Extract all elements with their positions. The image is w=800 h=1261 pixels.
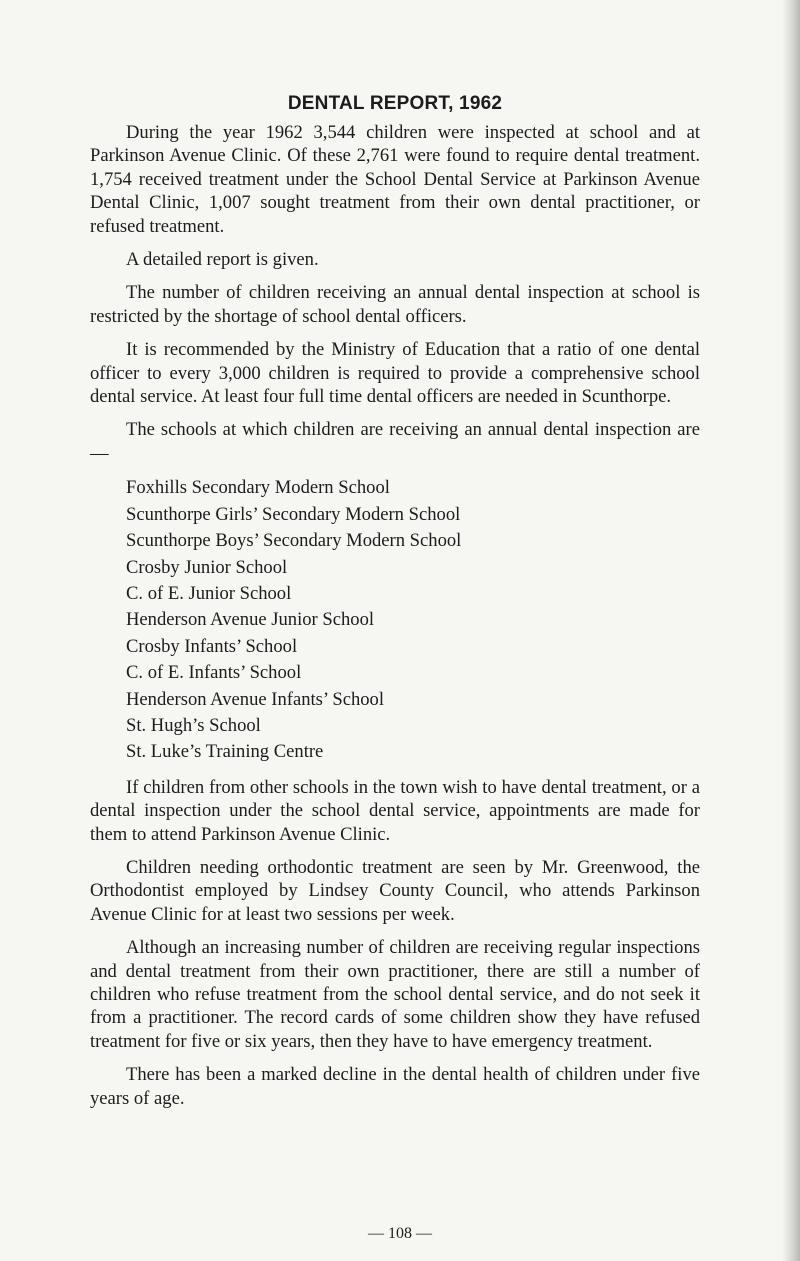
page-title: DENTAL REPORT, 1962 — [287, 93, 503, 114]
list-item: Henderson Avenue Junior School — [126, 609, 375, 631]
paragraph-schools-intro: The schools at which children are receiving an annual dental inspection are— — [90, 419, 700, 464]
list-item: St. Luke’s Training Centre — [126, 741, 324, 763]
list-item: Scunthorpe Girls’ Secondary Modern School — [126, 503, 461, 525]
report-body — [90, 90, 700, 1120]
paragraph-orthodontic: Children needing orthodontic treatment are seen by Mr. Greenwood, the Orthodontist employed by Lindsey County Council, who attends Parkinson Avenue Clinic for at least two sessions per week. — [90, 856, 700, 925]
list-item: Foxhills Secondary Modern School — [126, 477, 390, 499]
list-item: Henderson Avenue Infants’ School — [126, 688, 385, 710]
paragraph-detailed-report: A detailed report is given. — [126, 249, 319, 271]
school-list — [126, 475, 700, 765]
list-item: C. of E. Junior School — [126, 582, 292, 604]
list-item: C. of E. Infants’ School — [126, 662, 302, 684]
paragraph-other-schools: If children from other schools in the town wish to have dental treatment, or a dental inspection under the school dental service, appointments are made for them to attend Parkinson Avenue Clinic. — [90, 776, 700, 845]
list-item: Scunthorpe Boys’ Secondary Modern School — [126, 530, 462, 552]
paragraph-inspection-summary: During the year 1962 3,544 children were inspected at school and at Parkinson Avenue Clinic. Of these 2,761 were found to require dental treatment. 1,754 received treatment under the School Dental Service at Parkinson Avenue Dental Clinic, 1,007 sought treatment from their own dental practitioner, or refused treatment. — [90, 122, 700, 237]
list-item: Crosby Junior School — [126, 556, 288, 578]
page-number: — 108 — — [368, 1225, 432, 1242]
page-edge-shadow — [782, 0, 800, 1261]
paragraph-officer-shortage: The number of children receiving an annual dental inspection at school is restricted by the shortage of school dental officers. — [90, 282, 700, 327]
list-item: Crosby Infants’ School — [126, 635, 298, 657]
list-item: St. Hugh’s School — [126, 714, 261, 736]
paragraph-refusals: Although an increasing number of children are receiving regular inspections and dental treatment from their own practitioner, there are still a number of children who refuse treatment from the school dental service, and do not seek it from a practitioner. The record cards of some children show they have refused treatment for five or six years, then they have to have emergency treatment. — [90, 937, 700, 1052]
paragraph-ministry-ratio: It is recommended by the Ministry of Education that a ratio of one dental officer to every 3,000 children is required to provide a comprehensive school dental service. At least four full time dental officers are needed in Scunthorpe. — [90, 339, 700, 408]
paragraph-under-five: There has been a marked decline in the dental health of children under five years of age. — [90, 1064, 700, 1109]
